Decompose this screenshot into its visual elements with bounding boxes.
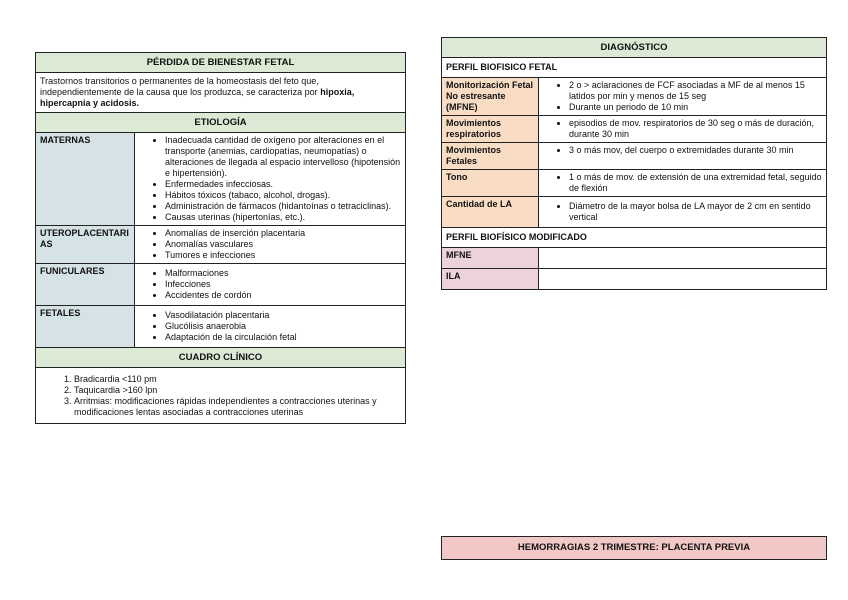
etiologia-title: ETIOLOGÍA bbox=[36, 113, 406, 133]
mod-row-mfne bbox=[442, 248, 827, 269]
list-item: • Enfermedades infecciosas. bbox=[165, 179, 401, 190]
list-item: • Adaptación de la circulación fetal bbox=[165, 332, 401, 343]
list-item: • Hábitos tóxicos (tabaco, alcohol, drogas). bbox=[165, 190, 401, 201]
list-item: 2. Taquicardia >160 lpn bbox=[74, 385, 401, 396]
perfil-modificado-title: PERFIL BIOFÍSICO MODIFICADO bbox=[442, 228, 827, 248]
list-item: • episodios de mov. respiratorios de 30 seg o más de duración, durante 30 min bbox=[569, 118, 822, 140]
list-item: • Infecciones bbox=[165, 279, 401, 290]
row-content bbox=[135, 226, 406, 264]
row-content bbox=[135, 133, 406, 226]
row-content bbox=[539, 197, 827, 228]
list-item: • Vasodilatación placentaria bbox=[165, 310, 401, 321]
row-content bbox=[539, 116, 827, 143]
diag-row-tono bbox=[442, 170, 827, 197]
section-title: PÉRDIDA DE BIENESTAR FETAL bbox=[36, 53, 406, 73]
etiology-row-fetales bbox=[36, 306, 406, 348]
row-label: FUNICULARES bbox=[36, 264, 135, 306]
list-item: • Anomalías de inserción placentaria bbox=[165, 228, 401, 239]
definition-bold: hipoxia, hipercapnia y acidosis. bbox=[40, 87, 355, 108]
diag-row-cantidad-la bbox=[442, 197, 827, 228]
list-item: • 3 o más mov, del cuerpo o extremidades durante 30 min bbox=[569, 145, 822, 156]
row-content bbox=[539, 143, 827, 170]
etiology-row-maternas bbox=[36, 133, 406, 226]
list-item: • Causas uterinas (hipertonías, etc.). bbox=[165, 212, 401, 223]
row-label: MFNE bbox=[442, 248, 539, 269]
list-item: • 1 o más de mov. de extensión de una extremidad fetal, seguido de flexión bbox=[569, 172, 822, 194]
list-item: • Diámetro de la mayor bolsa de LA mayor de 2 cm en sentido vertical bbox=[569, 201, 822, 223]
list-item: • Malformaciones bbox=[165, 268, 401, 279]
list-item: 1. Bradicardia <110 pm bbox=[74, 374, 401, 385]
list-item: • Durante un periodo de 10 min bbox=[569, 102, 822, 113]
row-label: Movimientos Fetales bbox=[442, 143, 539, 170]
list-item: • Administración de fármacos (hidantoínas o tetraciclinas). bbox=[165, 201, 401, 212]
row-content bbox=[135, 264, 406, 306]
row-label: MATERNAS bbox=[36, 133, 135, 226]
row-label: UTEROPLACENTARIAS bbox=[36, 226, 135, 264]
row-value bbox=[539, 269, 827, 290]
row-content bbox=[539, 170, 827, 197]
row-label: Monitorización Fetal No estresante (MFNE) bbox=[442, 78, 539, 116]
perfil-biofisico-title: PERFIL BIOFISICO FETAL bbox=[442, 58, 827, 78]
diag-row-mfne bbox=[442, 78, 827, 116]
definition-text: Trastornos transitorios o permanentes de la homeostasis del feto que, independientemente de la causa que los produzca, se caracteriza por bbox=[40, 76, 319, 97]
section-title: DIAGNÓSTICO bbox=[442, 38, 827, 58]
row-content bbox=[539, 78, 827, 116]
list-item: • Tumores e infecciones bbox=[165, 250, 401, 261]
list-item: 3. Arritmias: modificaciones rápidas independientes a contracciones uterinas y modificaciones lentas asociadas a contracciones uterinas bbox=[74, 396, 401, 418]
list-item: • Inadecuada cantidad de oxígeno por alteraciones en el transporte (anemias, cardiopatías, neumopatías) o alteraciones de llegada al espacio intervelloso (hipotensión e hipertensión). bbox=[165, 135, 401, 179]
diag-row-mov-fetales bbox=[442, 143, 827, 170]
row-label: ILA bbox=[442, 269, 539, 290]
row-label: FETALES bbox=[36, 306, 135, 348]
row-label: Tono bbox=[442, 170, 539, 197]
mod-row-ila bbox=[442, 269, 827, 290]
cuadro-clinico-title: CUADRO CLÍNICO bbox=[36, 348, 406, 368]
row-label: Cantidad de LA bbox=[442, 197, 539, 228]
list-item: • 2 o > aclaraciones de FCF asociadas a MF de al menos 15 latidos por min y menos de 15 seg bbox=[569, 80, 822, 102]
list-item: • Accidentes de cordón bbox=[165, 290, 401, 301]
bienestar-fetal-table bbox=[35, 52, 406, 424]
diag-row-mov-respiratorios bbox=[442, 116, 827, 143]
definition-cell bbox=[36, 73, 406, 113]
row-content bbox=[135, 306, 406, 348]
list-item: • Anomalías vasculares bbox=[165, 239, 401, 250]
diagnostico-table bbox=[441, 37, 827, 290]
list-item: • Glucólisis anaerobia bbox=[165, 321, 401, 332]
row-value bbox=[539, 248, 827, 269]
hemorragias-banner: HEMORRAGIAS 2 TRIMESTRE: PLACENTA PREVIA bbox=[441, 536, 827, 560]
etiology-row-uteroplacentarias bbox=[36, 226, 406, 264]
cuadro-clinico-content bbox=[36, 368, 406, 424]
etiology-row-funiculares bbox=[36, 264, 406, 306]
row-label: Movimientos respiratorios bbox=[442, 116, 539, 143]
